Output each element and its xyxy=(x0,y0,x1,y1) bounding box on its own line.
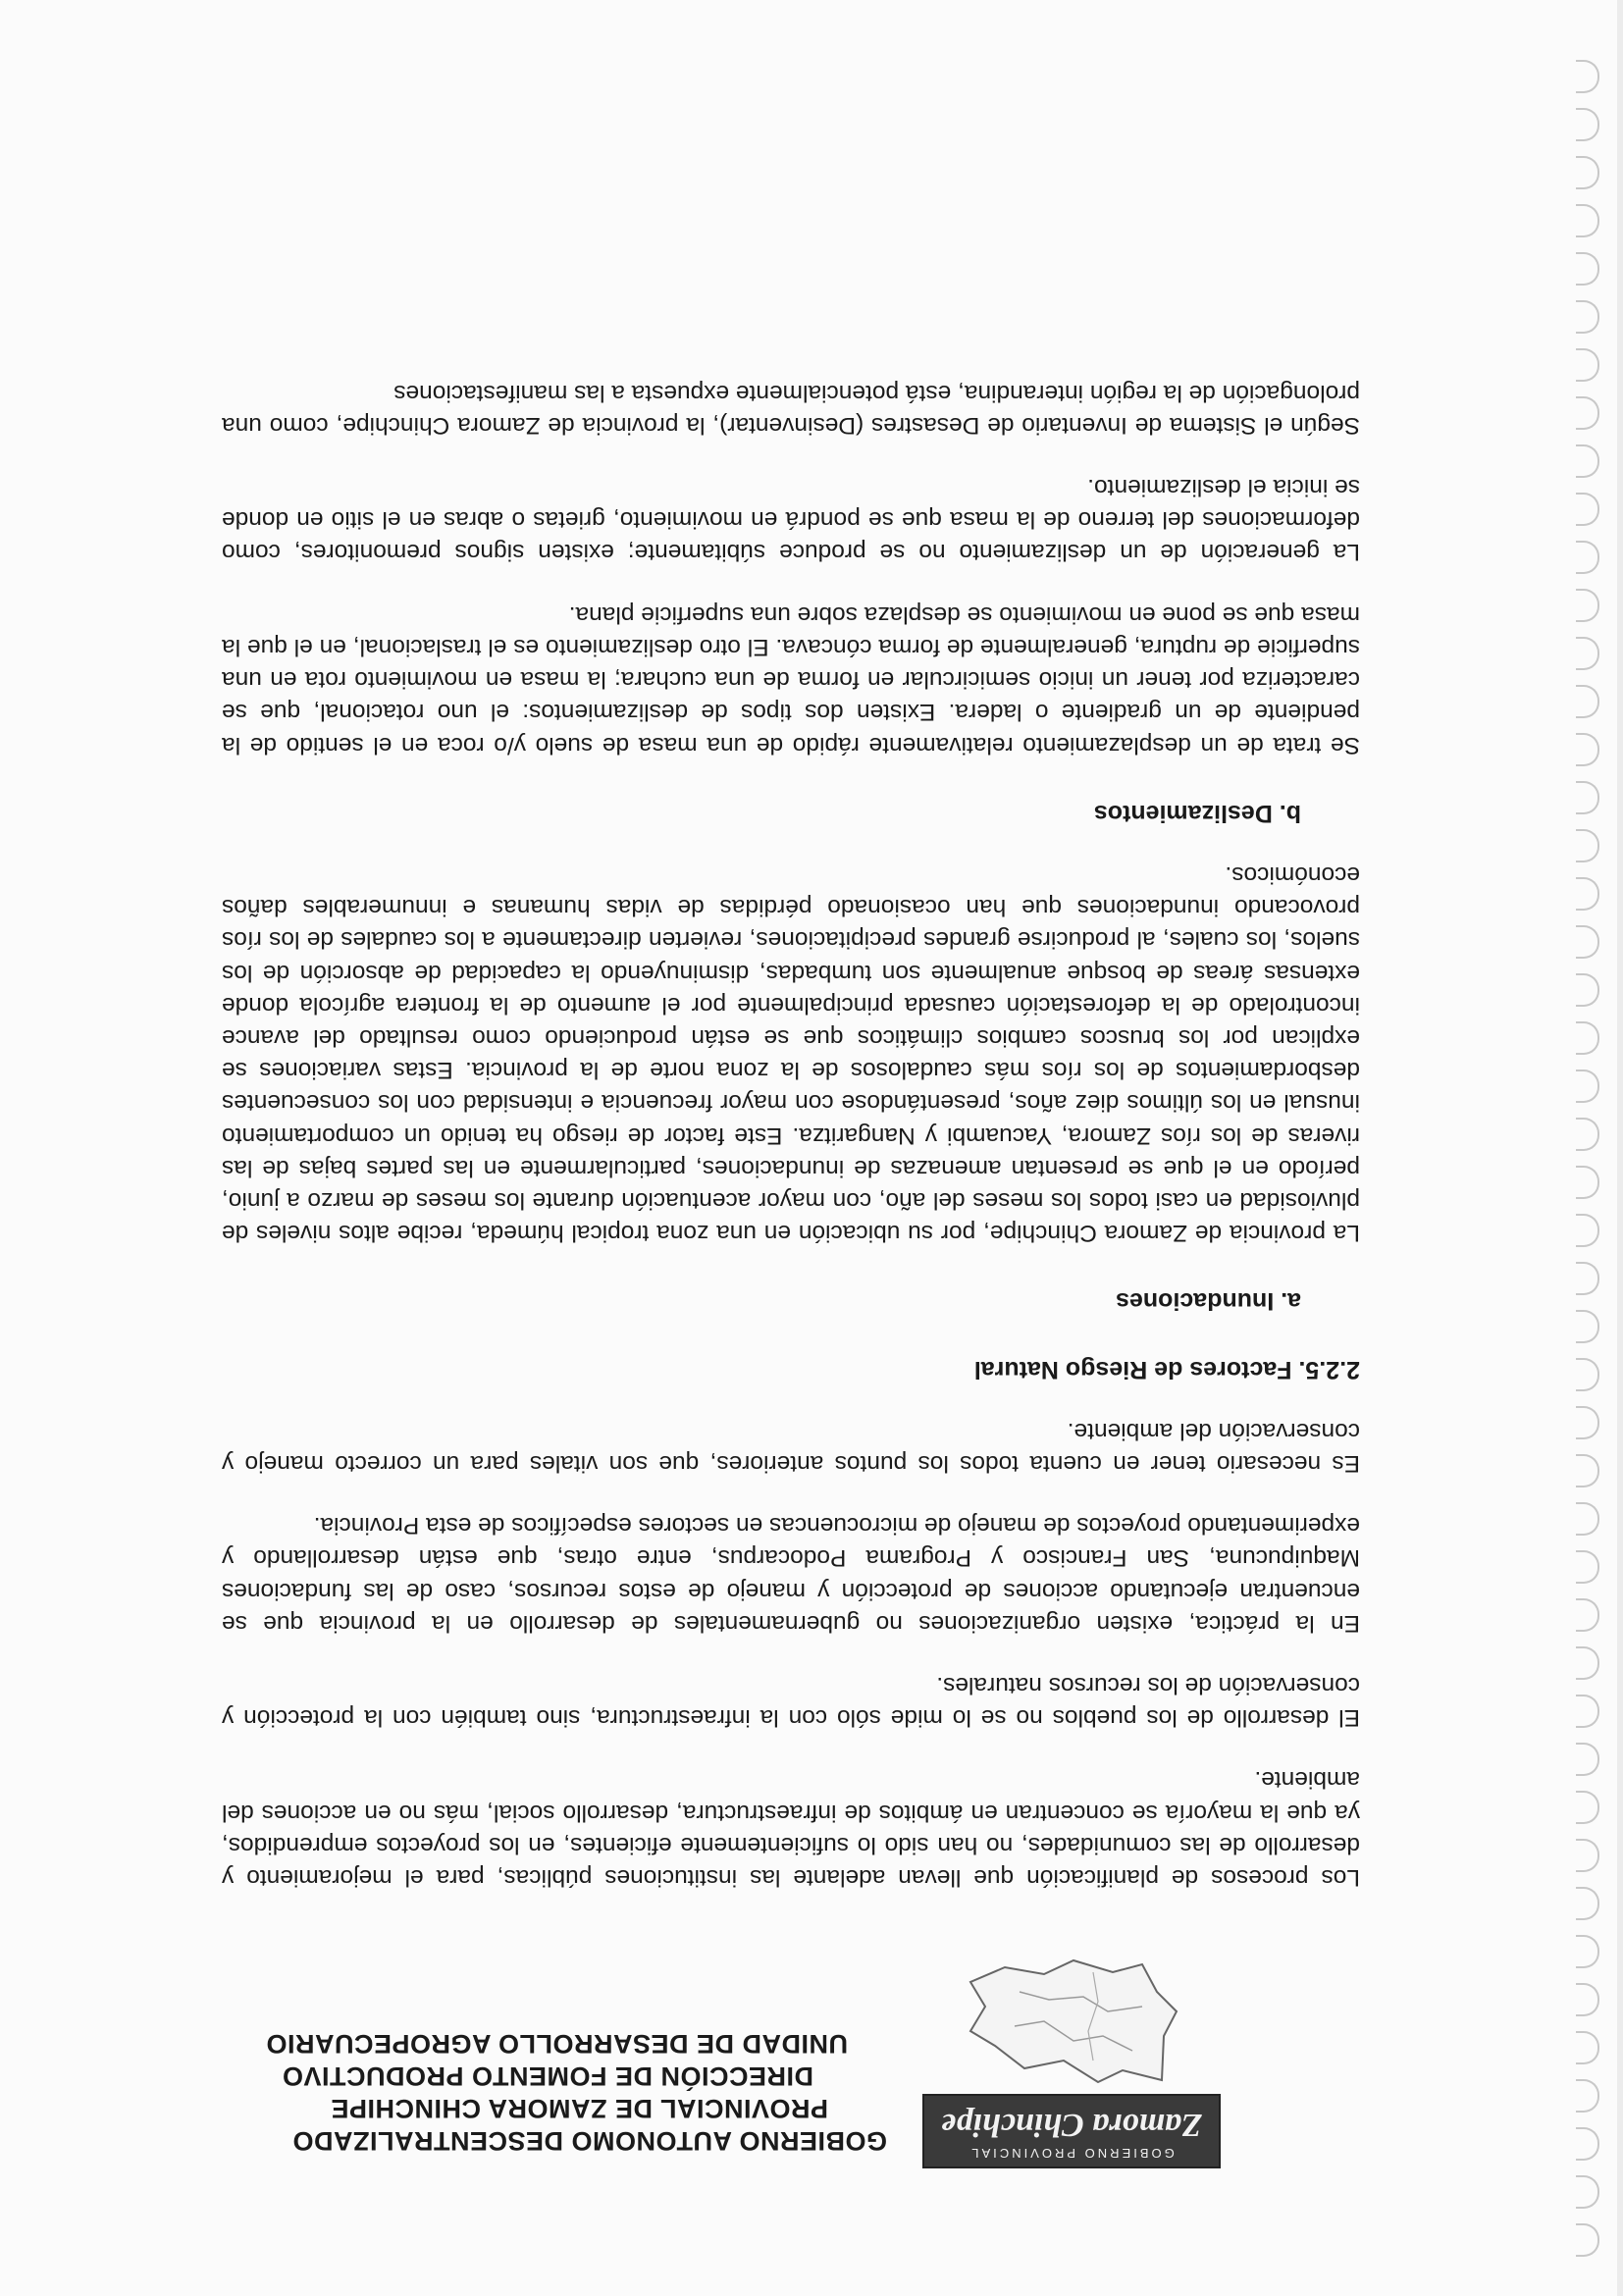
binder-hole xyxy=(1576,156,1599,189)
province-map-icon xyxy=(956,1953,1191,2090)
binder-hole xyxy=(1576,925,1599,959)
paragraph: En la práctica, existen organizaciones no gubernamentales de desarrollo en la provincia que se encuentran ejecutando acciones de protección y manejo de estos recursos, caso de las fundaciones Maquipucuna, San Francisco y Programa Podocarpus, entre otras, que están desarrollando y experimentando proyectos de manejo de microcuencas en sectores específicos de esta Provincia. xyxy=(222,1512,1360,1637)
binder-hole xyxy=(1576,204,1599,237)
header-line-2: PROVINCIAL DE ZAMORA CHINCHIPE xyxy=(330,2094,828,2123)
binder-hole xyxy=(1576,589,1599,622)
document-body xyxy=(222,346,1360,1894)
binder-hole xyxy=(1576,348,1599,382)
binder-hole xyxy=(1576,1646,1599,1680)
subsection-heading: b. Deslizamientos xyxy=(1093,799,1301,827)
binder-hole xyxy=(1576,829,1599,862)
binder-hole xyxy=(1576,1598,1599,1632)
binder-hole xyxy=(1576,973,1599,1007)
binder-hole xyxy=(1576,1214,1599,1247)
binder-hole xyxy=(1576,2175,1599,2209)
logo-big-text: Zamora Chinchipe xyxy=(941,2107,1202,2143)
binder-hole xyxy=(1576,1310,1599,1343)
binder-hole xyxy=(1576,733,1599,766)
binder-hole xyxy=(1576,877,1599,911)
paragraph: El desarrollo de los pueblos no se lo mide sólo con la infraestructura, sino también con la protección y conservación de los recursos naturales. xyxy=(222,1671,1360,1732)
header-line-1: GOBIERNO AUTONOMO DESCENTRALIZADO xyxy=(291,2126,887,2156)
binder-hole xyxy=(1576,60,1599,93)
binder-hole xyxy=(1576,1983,1599,2016)
binder-hole xyxy=(1576,444,1599,478)
institution-name xyxy=(249,2027,887,2157)
binder-hole xyxy=(1576,1358,1599,1391)
paragraph: Los procesos de planificación que llevan adelante las instituciones públicas, para el mejoramiento y desarrollo de las comunidades, no han sido lo suficientemente eficientes, en los proyectos emprendidos, ya que la mayoría se concentran en ámbitos de infraestructura, desarrollo social, más no en acciones del ambiente. xyxy=(222,1766,1360,1891)
binder-hole xyxy=(1576,1262,1599,1295)
binder-hole xyxy=(1576,1070,1599,1103)
binder-hole xyxy=(1576,108,1599,141)
binder-hole xyxy=(1576,1550,1599,1584)
binder-hole xyxy=(1576,1935,1599,1968)
section-heading: 2.2.5. Factores de Riesgo Natural xyxy=(973,1355,1360,1383)
binder-hole xyxy=(1576,1695,1599,1728)
header-line-4: UNIDAD DE DESARROLLO AGROPECUARIO xyxy=(265,2029,848,2059)
binder-hole xyxy=(1576,1406,1599,1439)
provincial-logo xyxy=(907,1953,1230,2168)
binder-hole xyxy=(1576,252,1599,286)
paragraph: Según el Sistema de Inventario de Desastres (Desinventar), la provincia de Zamora Chinchipe, como una prolongación de la región interandina, está potencialmente expuesta a las manifestaciones xyxy=(222,379,1360,439)
binder-hole xyxy=(1576,1887,1599,1920)
binder-hole xyxy=(1576,1118,1599,1151)
binder-hole xyxy=(1576,1839,1599,1872)
binder-hole xyxy=(1576,2127,1599,2161)
paragraph: Se trata de un desplazamiento relativamente rápido de una masa de suelo y/o roca en el sentido de la pendiente de un gradiente o ladera. Existen dos tipos de deslizamientos: el uno rotacional, que se caracteriza por tener un inicio semicircular en forma de una cuchara; la masa en movimiento rota en una superficie de ruptura, generalmente de forma cóncava. El otro deslizamiento es el traslacional, en el que la masa que se pone en movimiento se desplaza sobre una superficie plana. xyxy=(222,600,1360,758)
logo-small-text: GOBIERNO PROVINCIAL xyxy=(969,2146,1175,2161)
binder-hole xyxy=(1576,637,1599,670)
binder-hole xyxy=(1576,2079,1599,2113)
binder-hole xyxy=(1576,2223,1599,2257)
scan-edge xyxy=(1617,0,1623,2296)
binder-hole xyxy=(1576,1502,1599,1536)
binder-hole xyxy=(1576,781,1599,814)
binder-hole xyxy=(1576,300,1599,334)
logo-banner xyxy=(922,2094,1221,2168)
subsection-heading: a. Inundaciones xyxy=(1116,1287,1301,1316)
binder-hole xyxy=(1576,396,1599,430)
binder-hole xyxy=(1576,493,1599,526)
binder-hole xyxy=(1576,1454,1599,1487)
paragraph: Es necesario tener en cuenta todos los puntos anteriores, que son vitales para un correcto manejo y conservación del ambiente. xyxy=(222,1417,1360,1477)
paragraph: La provincia de Zamora Chinchipe, por su ubicación en una zona tropical húmeda, recibe altos niveles de pluviosidad en casi todos los meses del año, con mayor acentuación durante los meses de marzo a junio, período en el que se presentan amenazas de inundaciones, particularmente en las partes bajas de las riveras de los ríos Zamora, Yacuambi y Nangaritza. Este factor de riesgo ha tenido un comportamiento inusual en los últimos diez años, presentándose con mayor frecuencia e intensidad con los consecuentes desbordamientos de los ríos más caudalosos de la zona norte de la provincia. Estas variaciones se explican por los bruscos cambios climáticos que se están produciendo como resultado del avance incontrolado de la deforestación causada principalmente por el aumento de la frontera agrícola donde extensas áreas de bosque anualmente son tumbadas, disminuyendo la capacidad de absorción de los suelos, los cuales, al producirse grandes precipitaciones, revierten directamente a los caudales de los ríos provocando inundaciones que han ocasionado pérdidas de vidas humanas e innumerables daños económicos. xyxy=(222,861,1360,1247)
binder-hole xyxy=(1576,1021,1599,1055)
binder-hole xyxy=(1576,1166,1599,1199)
paragraph: La generación de un deslizamiento no se produce súbitamente; existen signos premonitores, como deformaciones del terreno de la masa que se pondrá en movimiento, grietas o abras en el sitio en donde se inicia el deslizamiento. xyxy=(222,474,1360,566)
binder-hole xyxy=(1576,685,1599,718)
binder-hole xyxy=(1576,1743,1599,1776)
binder-holes xyxy=(1566,20,1605,2257)
binder-hole xyxy=(1576,1791,1599,1824)
binder-hole xyxy=(1576,541,1599,574)
binder-hole xyxy=(1576,2031,1599,2064)
header-line-3: DIRECCIÓN DE FOMENTO PRODUCTIVO xyxy=(282,2061,813,2091)
letterhead xyxy=(249,1943,1230,2168)
